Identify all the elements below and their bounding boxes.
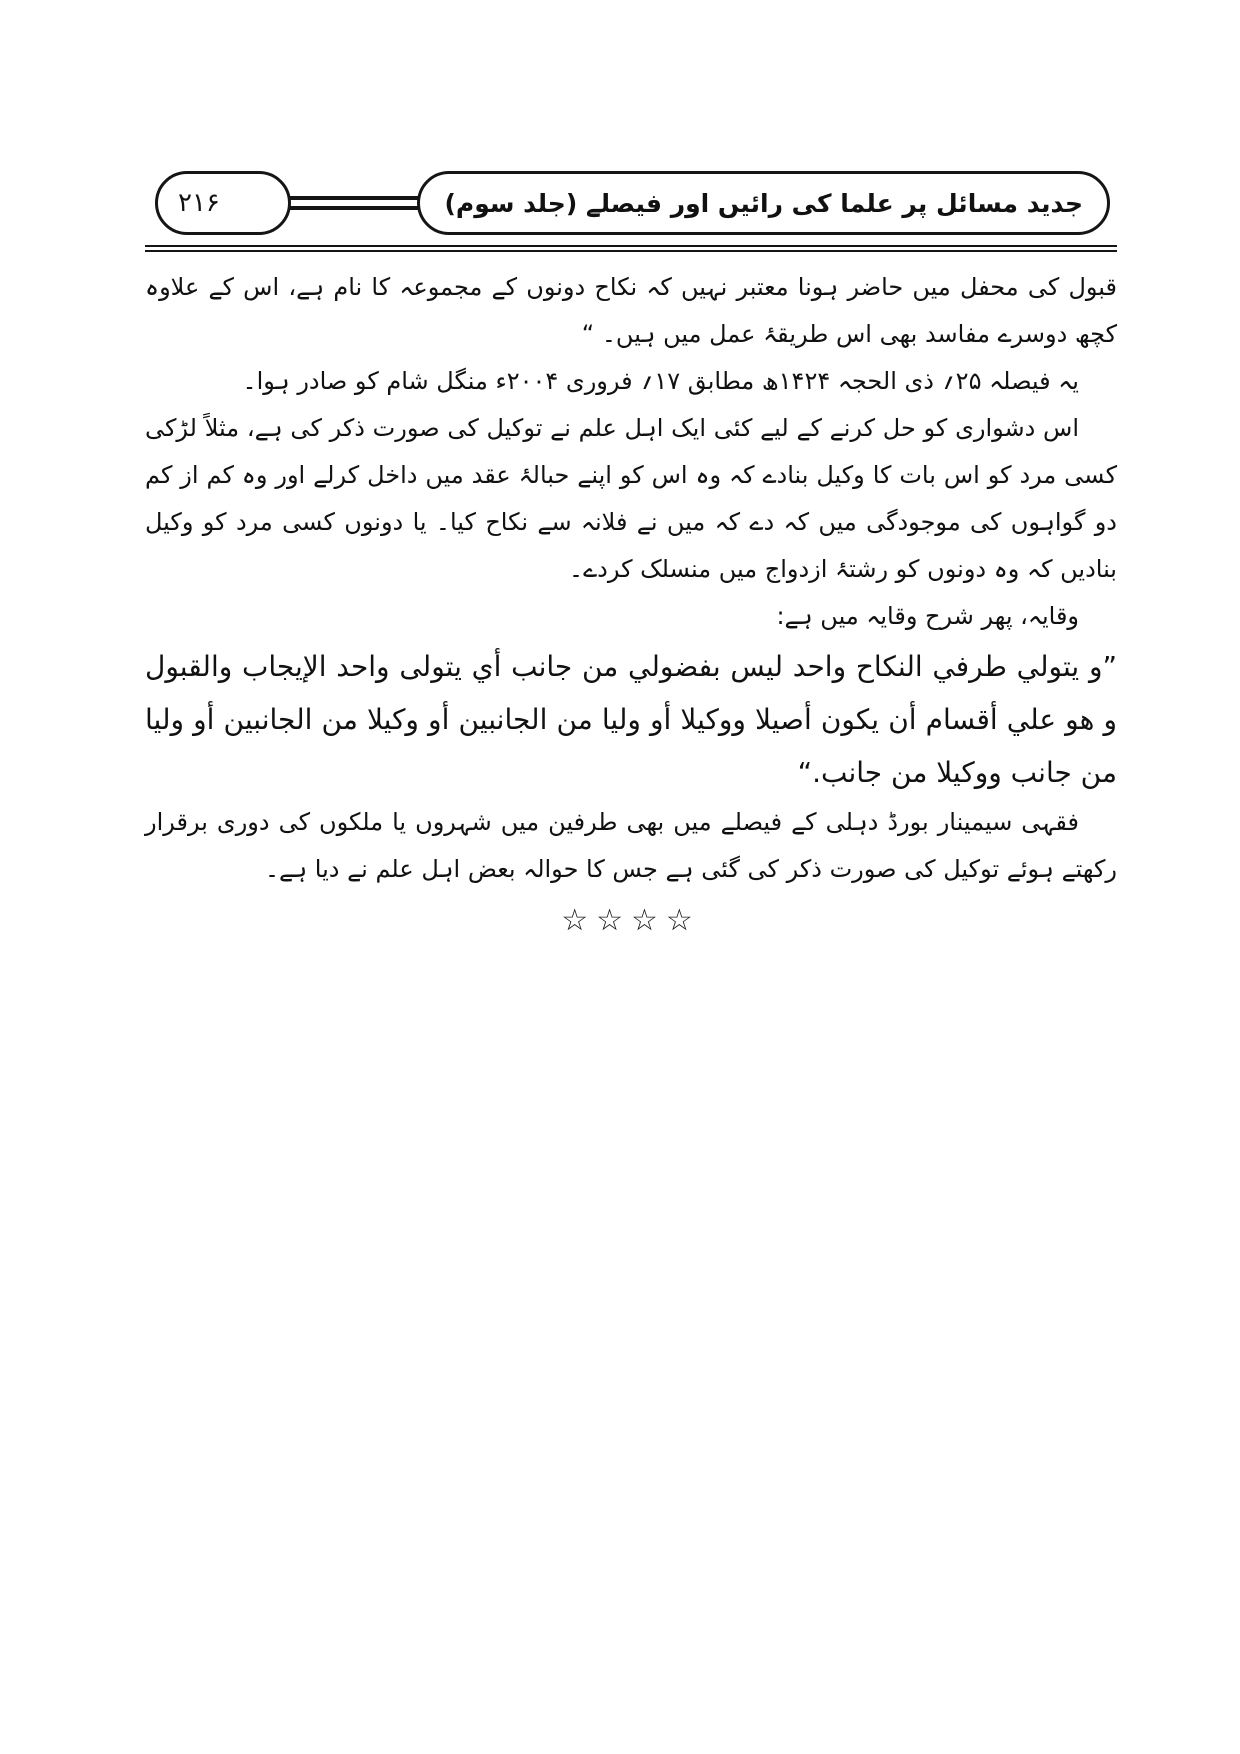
header-double-rule [145,245,1117,252]
header-connector-line [283,196,425,210]
page-header [155,170,1110,236]
page-number-badge [155,171,291,235]
paragraph-fiqhi-seminar: فقہی سیمینار بورڈ دہلی کے فیصلے میں بھی طرفین میں شہروں یا ملکوں کی دوری برقرار رکھتے ہوئے توکیل کی صورت ذکر کی گئی ہے جس کا حوالہ بعض اہل علم نے دیا ہے۔ [145,808,1117,883]
paragraph-qubool-continuation: قبول کی محفل میں حاضر ہونا معتبر نہیں کہ نکاح دونوں کے مجموعہ کا نام ہے، اس کے علاوہ کچھ دوسرے مفاسد بھی اس طریقۂ عمل میں ہیں۔ “ [145,273,1117,348]
paragraph-wiqaya-intro: وقایہ، پھر شرح وقایہ میں ہے: [776,602,1079,630]
paragraph-tawkeel-solution: اس دشواری کو حل کرنے کے لیے کئی ایک اہل علم نے توکیل کی صورت ذکر کی ہے، مثلاً لڑکی کسی مرد کو اس بات کا وکیل بنادے کہ وہ اس کو اپنے حبالۂ عقد میں داخل کرلے اور وہ کم از کم دو گواہوں کی موجودگی میں کہ دے کہ میں نے فلانہ سے نکاح کیا۔ یا دونوں کسی مرد کو وکیل بنادیں کہ وہ دونوں کو رشتۂ ازدواج میں منسلک کردے۔ [145,414,1117,583]
page-body [145,264,1117,938]
stars-section-divider: ☆☆☆☆ [561,903,701,938]
arabic-quote-sharh-wiqaya: ”و يتولي طرفي النكاح واحد ليس بفضولي من جانب أي يتولى واحد الإيجاب والقبول و هو علي أقسام أن يكون أصيلا ووكيلا أو وليا من الجانبين أو وكيلا من الجانبين أو وليا من جانب ووكيلا من جانب.“ [145,650,1117,789]
page-number: ۲۱۶ [178,188,220,218]
book-title-badge [417,171,1110,235]
book-title: جدید مسائل پر علما کی رائیں اور فیصلے (جلد سوم) [444,188,1083,218]
paragraph-decision-date: یہ فیصلہ ۲۵؍ ذی الحجہ ۱۴۲۴ھ مطابق ۱۷؍ فروری ۲۰۰۴ء منگل شام کو صادر ہوا۔ [242,367,1079,395]
